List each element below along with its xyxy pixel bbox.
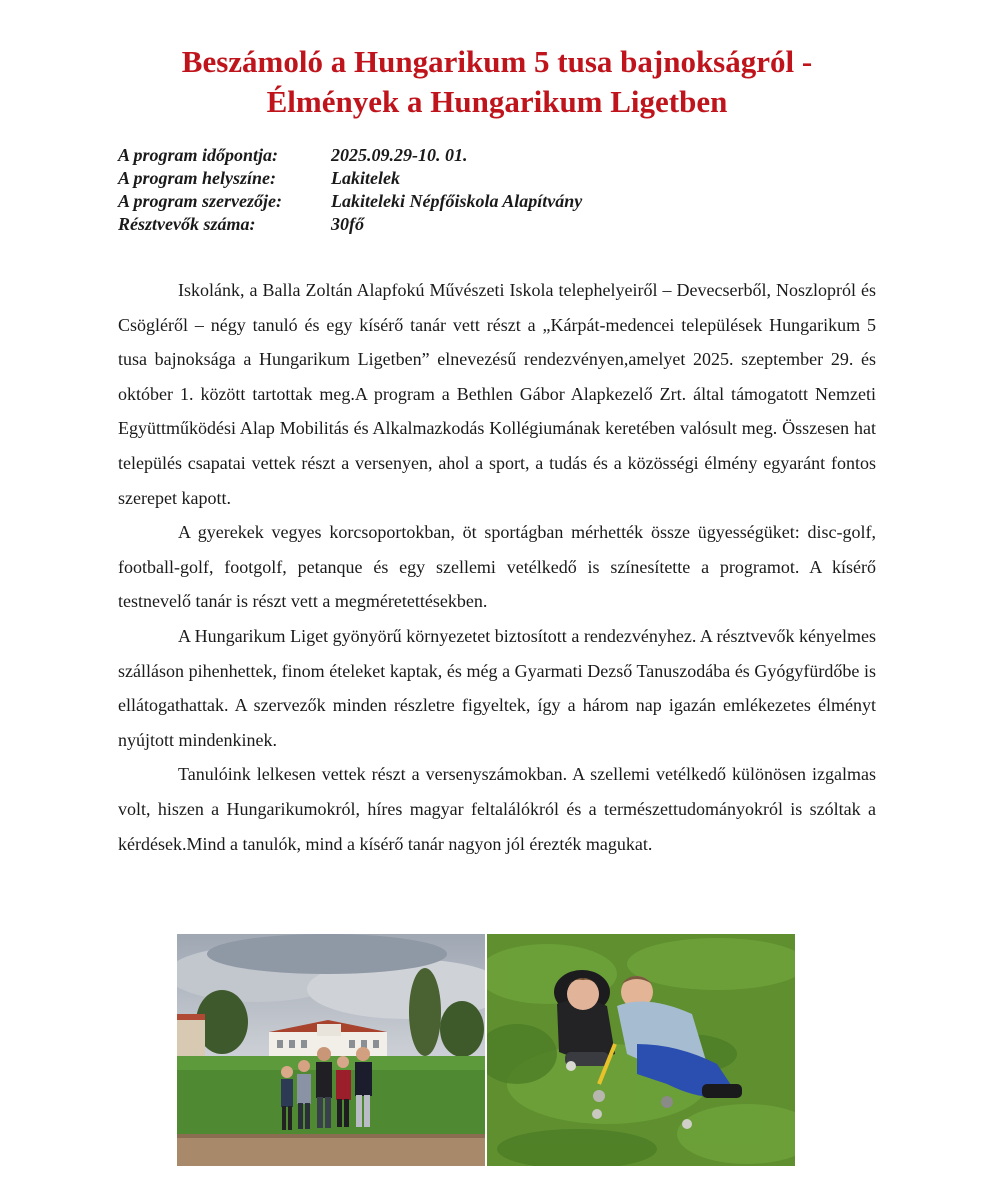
title-line-2: Élmények a Hungarikum Ligetben	[266, 84, 728, 119]
info-row-location	[118, 167, 878, 190]
petanque-photo	[487, 934, 795, 1166]
info-value: 30fő	[331, 214, 364, 234]
info-value: Lakitelek	[331, 168, 400, 188]
info-label: A program szervezője:	[118, 191, 282, 211]
title-line-1: Beszámoló a Hungarikum 5 tusa bajnokságról -	[181, 44, 813, 79]
paragraph: Tanulóink lelkesen vettek részt a versenyszámokban. A szellemi vetélkedő különösen izgalmas volt, hiszen a Hungarikumokról, híres magyar feltalálókról és a természettudományokról is szóltak a kérdések.Mind a tanulók, mind a kísérő tanár nagyon jól érezték magukat.	[118, 764, 876, 854]
info-value: 2025.09.29-10. 01.	[331, 145, 468, 165]
paragraph: A Hungarikum Liget gyönyörű környezetet biztosított a rendezvényhez. A résztvevők kényelmes szálláson pihenhettek, finom ételeket kaptak, és még a Gyarmati Dezső Tanuszodába és Gyógyfürdőbe is ellátogathattak. A szervezők minden részletre figyeltek, így a három nap igazán emlékezetes élményt nyújtott mindenkinek.	[118, 625, 876, 750]
photo-row	[177, 934, 795, 1166]
info-value: Lakiteleki Népfőiskola Alapítvány	[331, 191, 583, 211]
info-row-date	[118, 144, 878, 167]
info-label: A program időpontja:	[118, 145, 279, 165]
info-row-organizer	[118, 190, 878, 213]
info-label: A program helyszíne:	[118, 168, 277, 188]
info-label: Résztvevők száma:	[118, 214, 256, 234]
document-title	[0, 42, 994, 122]
program-info	[118, 144, 878, 236]
info-row-participants	[118, 213, 878, 236]
paragraph: Iskolánk, a Balla Zoltán Alapfokú Művészeti Iskola telephelyeiről – Devecserből, Noszlopról és Csögléről – négy tanuló és egy kísérő tanár vett részt a „Kárpát-medencei települések Hungarikum 5 tusa bajnoksága a Hungarikum Ligetben” elnevezésű rendezvényen,amelyet 2025. szeptember 29. és október 1. között tartottak meg.A program a Bethlen Gábor Alapkezelő Zrt. által támogatott Nemzeti Együttműködési Alap Mobilitás és Alkalmazkodás Kollégiumának keretében valósult meg. Összesen hat település csapatai vettek részt a versenyen, ahol a sport, a tudás és a közösségi élmény egyaránt fontos szerepet kapott.	[118, 280, 876, 508]
paragraph: A gyerekek vegyes korcsoportokban, öt sportágban mérhették össze ügyességüket: disc-golf, football-golf, footgolf, petanque és egy szellemi vetélkedő is színesítette a programot. A kísérő testnevelő tanár is részt vett a megméretettésekben.	[118, 522, 876, 612]
report-body	[118, 273, 876, 861]
group-photo	[177, 934, 485, 1166]
